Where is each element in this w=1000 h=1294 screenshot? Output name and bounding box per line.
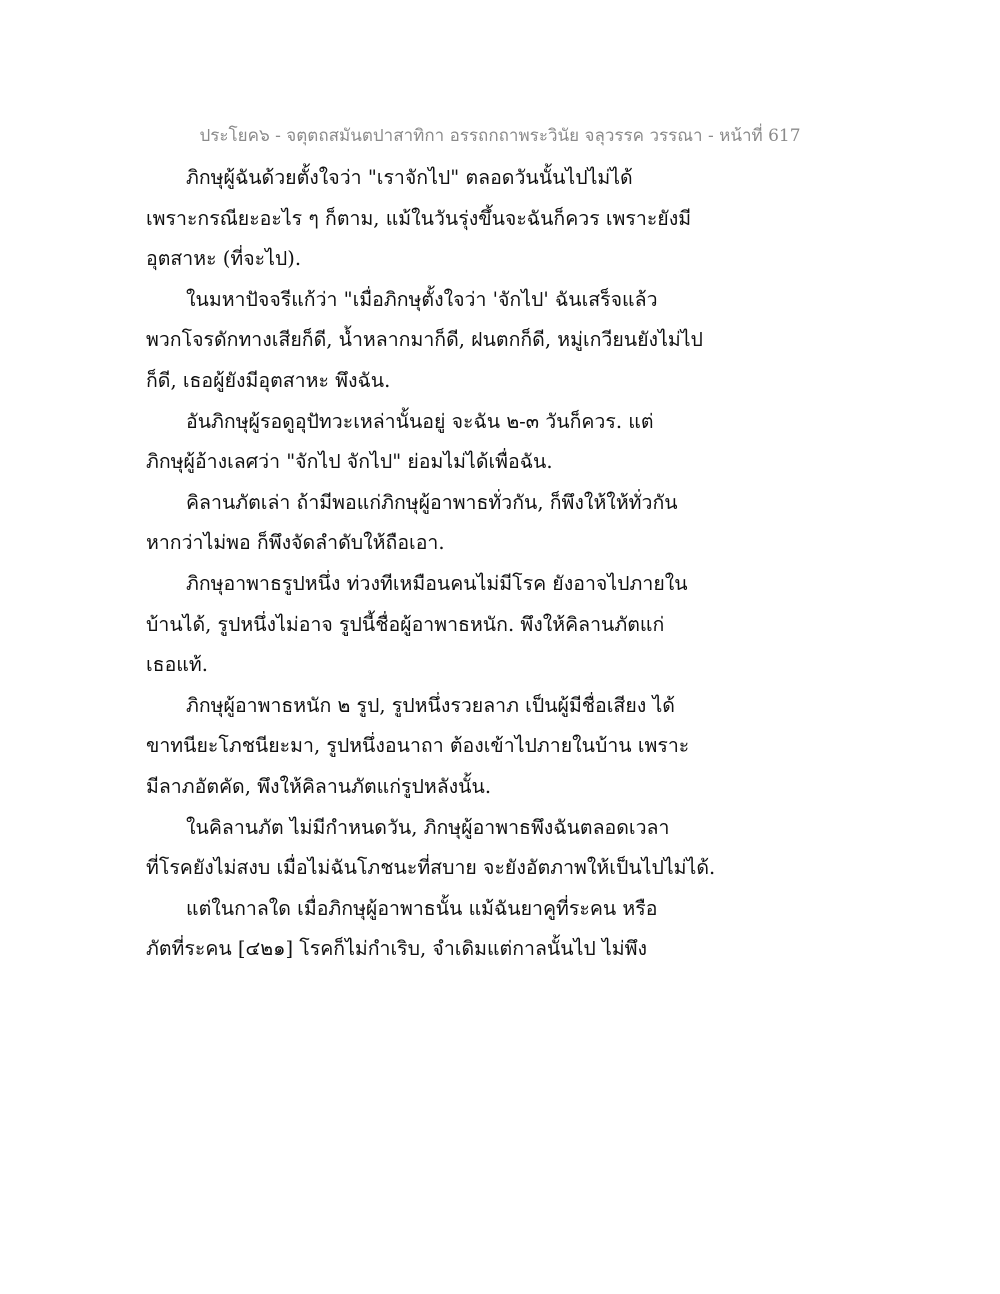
text-line: ภิกษุผู้อาพาธหนัก ๒ รูป, รูปหนึ่งรวยลาภ เป็นผู้มีชื่อเสียง ได้: [186, 693, 675, 717]
text-line: อันภิกษุผู้รอดูอุปัทวะเหล่านั้นอยู่ จะฉัน ๒-๓ วันก็ควร. แต่: [186, 409, 654, 433]
text-line: แต่ในกาลใด เมื่อภิกษุผู้อาพาธนั้น แม้ฉันยาคูที่ระคน หรือ: [186, 896, 658, 920]
text-line: ภิกษุอาพาธรูปหนึ่ง ท่วงทีเหมือนคนไม่มีโรค ยังอาจไปภายใน: [186, 571, 688, 595]
text-line: ในมหาปัจจรีแก้ว่า "เมื่อภิกษุตั้งใจว่า 'จักไป' ฉันเสร็จแล้ว: [186, 287, 658, 311]
text-line: ภัตที่ระคน [๔๒๑] โรคก็ไม่กำเริบ, จำเดิมแต่กาลนั้นไป ไม่พึง: [146, 937, 648, 961]
text-line: ขาทนียะโภชนียะมา, รูปหนึ่งอนาถา ต้องเข้าไปภายในบ้าน เพราะ: [146, 734, 690, 758]
text-line: ภิกษุผู้ฉันด้วยตั้งใจว่า "เราจักไป" ตลอดวันนั้นไปไม่ได้: [186, 166, 633, 189]
text-line: ก็ดี, เธอผู้ยังมีอุตสาหะ พึงฉัน.: [146, 368, 391, 392]
body-text: [146, 158, 746, 970]
text-line: พวกโจรดักทางเสียก็ดี, น้ำหลากมาก็ดี, ฝนตกก็ดี, หมู่เกวียนยังไม่ไป: [146, 328, 703, 352]
text-line: เธอแท้.: [146, 653, 208, 677]
text-line: อุตสาหะ (ที่จะไป).: [146, 247, 302, 271]
text-line: เพราะกรณียะอะไร ๆ ก็ตาม, แม้ในวันรุ่งขึ้นจะฉันก็ควร เพราะยังมี: [146, 206, 692, 230]
text-line: ที่โรคยังไม่สงบ เมื่อไม่ฉันโภชนะที่สบาย จะยังอัตภาพให้เป็นไปไม่ได้.: [146, 856, 716, 880]
text-line: หากว่าไม่พอ ก็พึงจัดลำดับให้ถือเอา.: [146, 531, 445, 555]
text-line: คิลานภัตเล่า ถ้ามีพอแก่ภิกษุผู้อาพาธทั่วกัน, ก็พึงให้ให้ทั่วกัน: [186, 490, 678, 514]
text-line: มีลาภอัตคัด, พึงให้คิลานภัตแก่รูปหลังนั้น.: [146, 774, 492, 798]
text-line: ภิกษุผู้อ้างเลศว่า "จักไป จักไป" ย่อมไม่ได้เพื่อฉัน.: [146, 450, 553, 474]
page-header: ประโยค๖ - จตุตถสมันตปาสาทิกา อรรถกถาพระวินัย จลุวรรค วรรณา - หน้าที่ 617: [199, 126, 801, 146]
text-line: บ้านได้, รูปหนึ่งไม่อาจ รูปนี้ชื่อผู้อาพาธหนัก. พึงให้คิลานภัตแก่: [146, 612, 665, 636]
text-line: ในคิลานภัต ไม่มีกำหนดวัน, ภิกษุผู้อาพาธพึงฉันตลอดเวลา: [186, 815, 670, 839]
